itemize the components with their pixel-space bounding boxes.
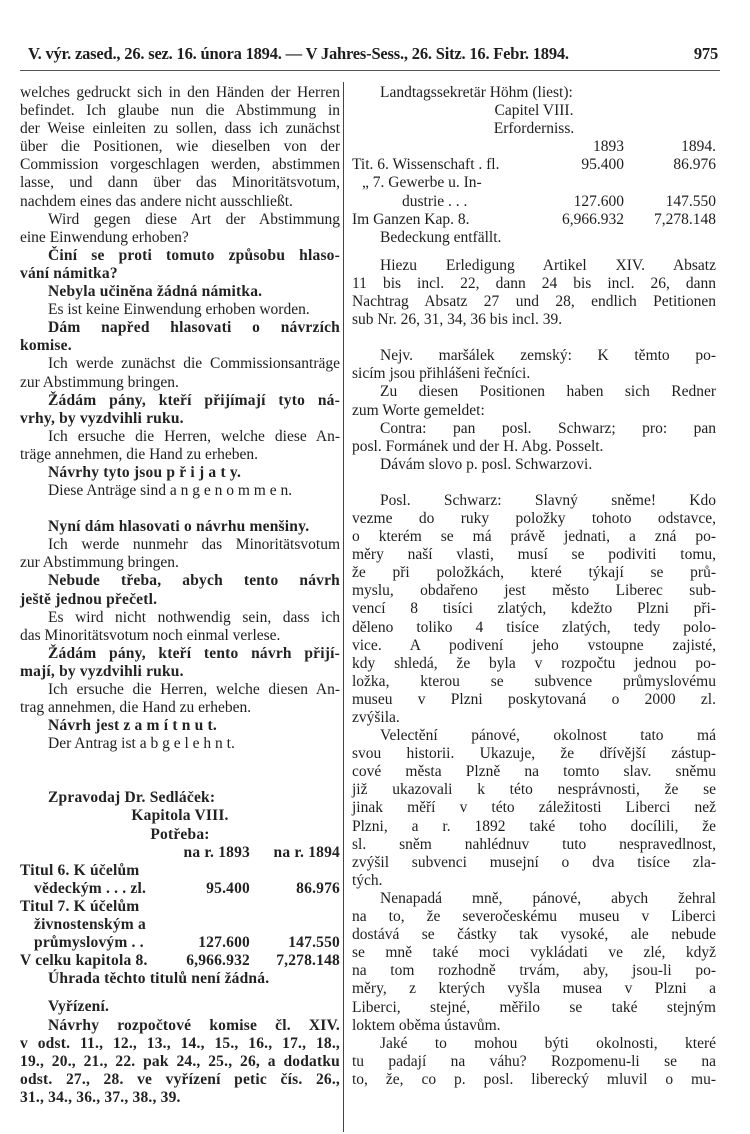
text-line: trag annehmen, die Hand zu erheben.	[20, 699, 252, 717]
text-line: Diese Anträge sind a n g e n o m m e n.	[48, 482, 293, 500]
text-line: Jaké to mohou býti okolnosti, které	[380, 1034, 716, 1052]
text-line: kdy shledá, že byla v rozpočtu jednou po-	[352, 654, 716, 672]
text-line: lasse, und dann über das Minoritätsvotum,	[20, 174, 340, 192]
left-column	[20, 84, 340, 1107]
resolution-paragraph	[20, 1017, 340, 1107]
column-header-1894: 1894.	[681, 138, 716, 156]
text-line: Návrhy tyto jsou p ř i j a t y.	[48, 463, 242, 481]
table-row	[20, 862, 340, 880]
text-line: eine Einwendung erhoben?	[20, 228, 189, 246]
paragraph	[20, 645, 340, 681]
text-line: to, že, co p. posl. liberecký mluvil o mu-	[352, 1070, 716, 1088]
text-line: über die Positionen, wie dieselben von der	[20, 138, 340, 156]
text-line: vencí 8 tisíci zlatých, kdežto Plzni při-	[352, 600, 716, 618]
text-line: jinak měří v této záležitosti Liberci než	[352, 799, 716, 817]
text-line: sub Nr. 26, 31, 34, 36 bis incl. 39.	[352, 311, 563, 329]
paragraph	[352, 1035, 716, 1089]
paragraph	[20, 355, 340, 391]
text-line: museu v Plzni poskytovaná o 2000 zl.	[352, 690, 716, 708]
paragraph	[352, 420, 716, 456]
text-line: ještě jednou přečetl.	[20, 590, 158, 608]
text-line: posl. Formánek und der H. Abg. Posselt.	[352, 437, 604, 455]
paragraph	[20, 428, 340, 464]
text-line: na tom rozhodně trvám, aby, jsou-li po-	[352, 962, 716, 980]
text-line: Ich ersuche die Herren, welche diese An-	[48, 427, 340, 445]
paragraph	[20, 392, 340, 428]
text-line: Es wird nicht nothwendig sein, dass ich	[48, 608, 340, 626]
table-row	[20, 952, 340, 970]
text-line: träge annehmen, die Hand zu erheben.	[20, 445, 258, 463]
running-header	[28, 44, 718, 64]
reporter-line: Landtagssekretär Höhm (liest):	[380, 84, 573, 101]
text-line: der Weise einleiten zu sollen, dass ich zunächst	[20, 120, 340, 138]
value-1893: 95.400	[206, 879, 250, 897]
text-line: 11 bis incl. 22, dann 24 bis incl. 26, dann	[352, 274, 716, 292]
text-line: Činí se proti tomuto způsobu hlaso-	[48, 246, 340, 264]
paragraph	[20, 247, 340, 283]
paragraph	[20, 482, 340, 500]
text-line: o kterém se má právě jednati, a zná po-	[352, 528, 716, 546]
value-1893: 6,966.932	[186, 952, 250, 970]
text-line: Ich ersuche die Herren, welche diesen An-	[48, 681, 340, 698]
column-header-1893: 1893	[593, 138, 624, 156]
text-line: Návrhy rozpočtové komise čl. XIV.	[48, 1016, 340, 1034]
value-1894	[250, 862, 340, 880]
paragraph	[20, 572, 340, 608]
text-line: 31., 34., 36., 37., 38., 39.	[20, 1088, 181, 1106]
text-line: Posl. Schwarz: Slavný sněme! Kdo	[380, 491, 716, 509]
chapter-title: Capitel VIII.	[494, 102, 574, 120]
text-line: již ukazovali k této nesprávnosti, že se	[352, 781, 716, 799]
text-line: cové města Plzně na tomto slav. sněmu	[352, 763, 716, 781]
text-line: Ich werde nunmehr das Minoritätsvotum	[48, 536, 340, 554]
text-line: Ich werde zunächst die Commissionsanträge	[48, 355, 340, 373]
paragraph	[20, 84, 340, 211]
row-label: dustrie . . .	[402, 192, 468, 210]
value-1894	[624, 174, 716, 192]
text-line: Der Antrag ist a b g e l e h n t.	[48, 735, 235, 753]
text-line: Dám napřed hlasovati o návrzích	[48, 319, 340, 337]
text-line: v odst. 11., 12., 13., 14., 15., 16., 17., 18.,	[20, 1034, 340, 1052]
text-line: odst. 27., 28. ve vyřízení petic čís. 26.,	[20, 1070, 340, 1088]
paragraph	[20, 681, 340, 717]
text-line: myslu, obdařeno jest město Liberec sub-	[352, 582, 716, 600]
text-line: Žádám pány, kteří tento návrh přijí-	[48, 644, 340, 662]
table-row	[20, 916, 340, 934]
text-line: vice. A podivení jeho vstoupne zajisté,	[352, 636, 716, 654]
text-line: zum Worte gemeldet:	[352, 401, 485, 419]
paragraph	[20, 609, 340, 645]
paragraph	[352, 257, 716, 329]
text-line: Zu diesen Positionen haben sich Redner	[380, 383, 716, 401]
paragraph	[20, 735, 340, 753]
header-rule	[20, 70, 720, 71]
paragraph	[20, 464, 340, 482]
text-line: děleno toliko 4 tisíce zlatých, tedy polo-	[352, 618, 716, 636]
text-line: das Minoritätsvotum noch einmal verlese.	[20, 626, 281, 644]
text-line: Návrh jest z a m í t n u t.	[48, 717, 217, 735]
row-label: Im Ganzen Kap. 8.	[352, 210, 470, 228]
table-row	[20, 880, 340, 898]
text-line: měry naší vlasti, musí se podiviti tomu,	[352, 546, 716, 564]
text-line: komise.	[20, 337, 72, 355]
text-line: Nachtrag Absatz 27 und 28, endlich Petitionen	[352, 293, 716, 311]
paragraph	[20, 536, 340, 572]
text-line: Es ist keine Einwendung erhoben worden.	[48, 301, 310, 319]
paragraph	[352, 456, 716, 474]
text-line: vrhy, by vyzdvihli ruku.	[20, 409, 184, 427]
table-header	[352, 138, 716, 156]
text-line: ložka, kterou se subvence průmyslovému	[352, 672, 716, 690]
chapter-title: Kapitola VIII.	[131, 807, 229, 825]
value-1894: 7,278.148	[276, 952, 340, 970]
text-line: 19., 20., 21., 22. pak 24., 25., 26, a dodatku	[20, 1052, 340, 1070]
paragraph	[20, 301, 340, 319]
text-line: Dávám slovo p. posl. Schwarzovi.	[380, 455, 593, 473]
text-line: Commission vorgeschlagen werden, abstimmen	[20, 156, 340, 174]
text-line: Nejv. maršálek zemský: K těmto po-	[380, 347, 716, 365]
text-line: vání námitka?	[20, 264, 118, 282]
reporter-line: Zpravodaj Dr. Sedláček:	[48, 789, 216, 807]
paragraph	[352, 383, 716, 419]
page-number: 975	[693, 44, 718, 63]
column-divider	[343, 82, 344, 1132]
text-line: tu padají na váhu? Rozpomenu-li se na	[352, 1052, 716, 1070]
table-row	[352, 156, 716, 174]
row-label: vědeckým . . . zl.	[34, 879, 147, 897]
text-line: mají, by vyzdvihli ruku.	[20, 662, 184, 680]
table-row	[352, 211, 716, 229]
text-line: se mně také moci vykládati ve zlé, když	[352, 944, 716, 962]
text-line: welches gedruckt sich in den Händen der Herren	[20, 84, 340, 101]
value-1893	[524, 174, 624, 192]
row-label: Titul 6. K účelům	[20, 861, 140, 879]
value-1894: 86.976	[296, 879, 340, 897]
row-label: živnostenským a	[34, 916, 146, 934]
section-heading: Potřeba:	[150, 825, 210, 843]
text-line: dostává se částky tak vysoké, ale nebude	[352, 926, 716, 944]
table-row	[20, 898, 340, 916]
paragraph	[352, 347, 716, 383]
text-line: Liberci, stejné, měřilo se také stejným	[352, 998, 716, 1016]
paragraph	[352, 890, 716, 1035]
resolution-heading: Vyřízení.	[48, 998, 110, 1016]
budget-report-de	[352, 84, 716, 247]
text-line: svou historii. Ukazuje, že dřívější zástup-	[352, 745, 716, 763]
text-line: sicím jsou přihlášeni řečníci.	[352, 365, 531, 383]
value-1893: 127.600	[198, 934, 250, 952]
text-line: Nenapadá mně, pánové, abych žehral	[380, 889, 716, 907]
value-1893	[160, 916, 250, 934]
table-row	[20, 934, 340, 952]
paragraph	[20, 283, 340, 301]
text-line: sl. sněm nahlédnuv tuto nespravedlnost,	[352, 835, 716, 853]
text-line: Contra: pan posl. Schwarz; pro: pan	[380, 419, 716, 437]
value-1893: 127.600	[573, 192, 624, 210]
row-label: průmyslovým . .	[34, 934, 144, 952]
row-label: Titul 7. K účelům	[20, 897, 140, 915]
budget-table	[20, 862, 340, 971]
value-1893: 95.400	[581, 156, 624, 174]
text-line: Plzni, a r. 1892 také toho docílili, že	[352, 817, 716, 835]
text-line: zvýšil subvenci musejní o dva tisíce zla-	[352, 853, 716, 871]
table-row	[352, 174, 716, 192]
text-line: zur Abstimmung bringen.	[20, 373, 179, 391]
text-line: Velectění pánové, okolnost tato má	[380, 727, 716, 745]
header-title: V. výr. zased., 26. sez. 16. února 1894. — V Jahres-Sess., 26. Sitz. 16. Febr. 1894.	[28, 44, 569, 63]
right-column	[352, 84, 716, 1089]
budget-report-cz	[20, 789, 340, 1107]
text-line: vezme do ruky položky tohoto odstavce,	[352, 509, 716, 527]
table-header	[20, 844, 340, 862]
row-label: „ 7. Gewerbe u. In-	[362, 174, 482, 192]
text-line: Hiezu Erledigung Artikel XIV. Absatz	[380, 256, 716, 274]
paragraph	[20, 717, 340, 735]
text-line: že při položkách, které týkají se prů-	[352, 564, 716, 582]
column-header-1894: na r. 1894	[273, 843, 340, 861]
value-1894: 7,278.148	[654, 210, 716, 228]
text-line: Nebyla učiněna žádná námitka.	[48, 283, 263, 301]
text-line: loktem oběma ústavům.	[352, 1016, 501, 1034]
paragraph	[352, 492, 716, 727]
section-heading: Erforderniss.	[493, 120, 575, 138]
text-line: tých.	[352, 871, 383, 889]
text-line: Žádám pány, kteří přijímají tyto ná-	[48, 391, 340, 409]
value-1894	[250, 898, 340, 916]
text-line: zvýšila.	[352, 709, 400, 726]
paragraph	[352, 727, 716, 890]
coverage-note: Bedeckung entfällt.	[380, 228, 502, 246]
text-line: Wird gegen diese Art der Abstimmung	[48, 210, 340, 228]
row-label: Tit. 6. Wissenschaft . fl.	[352, 156, 500, 174]
text-line: zur Abstimmung bringen.	[20, 554, 179, 572]
text-line: měry, z kterých vyšla musea v Plzni a	[352, 980, 716, 998]
paragraph	[20, 211, 340, 247]
paragraph	[20, 319, 340, 355]
value-1894: 147.550	[288, 934, 340, 952]
text-line: nachdem eines das andere nicht ausschließt.	[20, 192, 293, 210]
value-1894: 147.550	[665, 192, 716, 210]
table-row	[352, 193, 716, 211]
text-line: na to, že severočeskému museu v Liberci	[352, 908, 716, 926]
value-1893	[160, 862, 250, 880]
row-label: V celku kapitola 8.	[20, 952, 148, 970]
column-header-1893: na r. 1893	[183, 843, 250, 861]
value-1894	[250, 916, 340, 934]
budget-table	[352, 156, 716, 228]
value-1893: 6,966.932	[562, 210, 624, 228]
text-line: Nyní dám hlasovati o návrhu menšiny.	[48, 518, 310, 536]
value-1894: 86.976	[673, 156, 716, 174]
value-1893	[160, 898, 250, 916]
paragraph	[20, 518, 340, 536]
text-line: befindet. Ich glaube nun die Abstimmung in	[20, 102, 340, 120]
text-line: Nebude třeba, abych tento návrh	[48, 572, 340, 590]
coverage-note: Úhrada těchto titulů není žádná.	[48, 970, 270, 988]
